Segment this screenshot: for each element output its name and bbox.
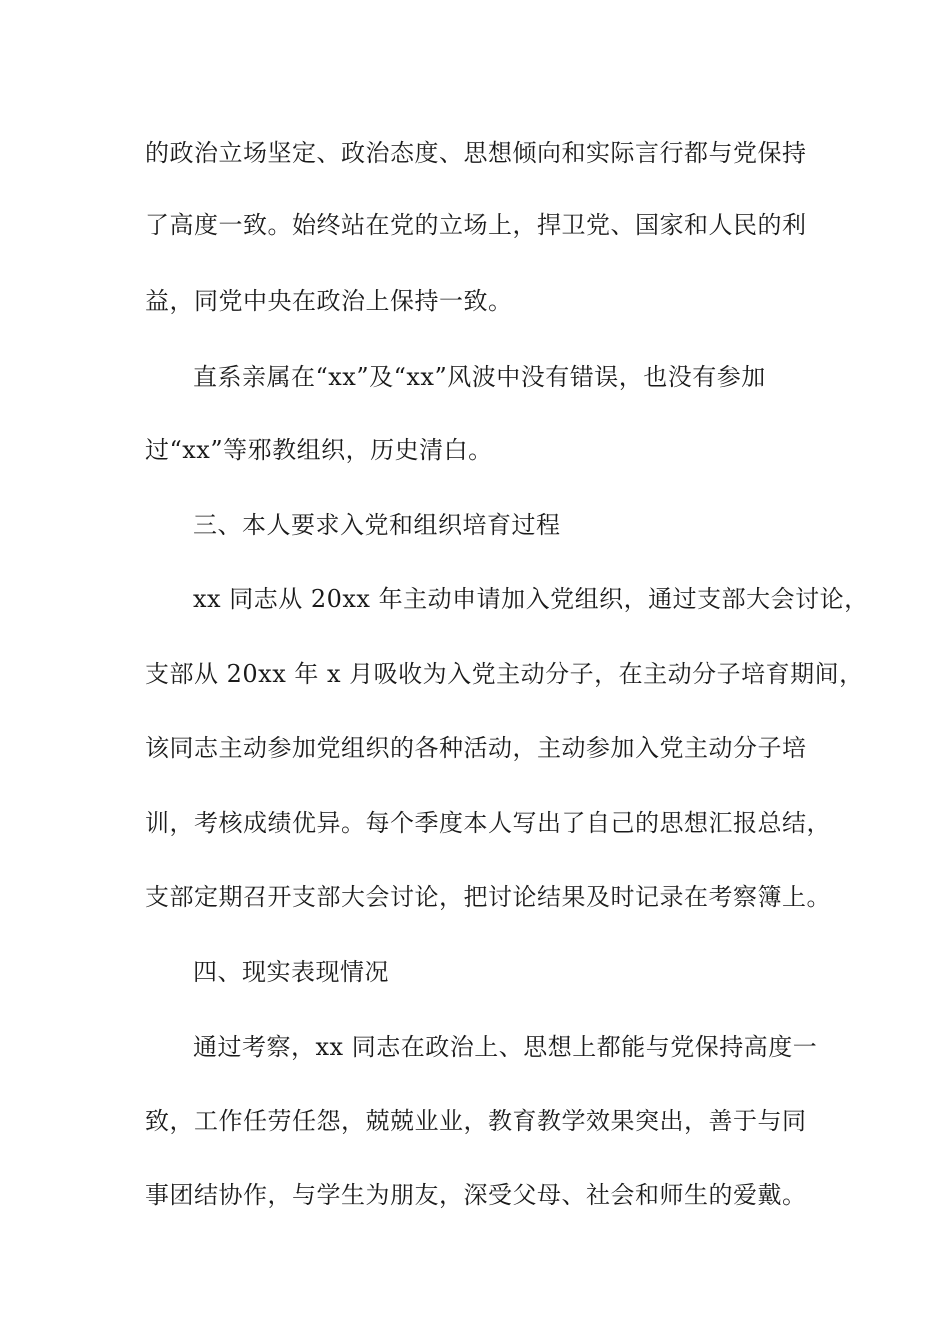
paragraph-line: 训，考核成绩优异。每个季度本人写出了自己的思想汇报总结，	[145, 809, 831, 837]
paragraph-line: xx 同志从 20xx 年主动申请加入党组织，通过支部大会讨论，	[193, 585, 869, 613]
paragraph-line: 直系亲属在“xx”及“xx”风波中没有错误，也没有参加	[193, 363, 766, 391]
paragraph-line: 支部从 20xx 年 x 月吸收为入党主动分子，在主动分子培育期间，	[145, 660, 864, 688]
paragraph-line: 通过考察，xx 同志在政治上、思想上都能与党保持高度一	[193, 1033, 818, 1061]
section-heading: 三、本人要求入党和组织培育过程	[193, 511, 561, 539]
paragraph-line: 事团结协作，与学生为朋友，深受父母、社会和师生的爱戴。	[145, 1181, 807, 1209]
paragraph-line: 的政治立场坚定、政治态度、思想倾向和实际言行都与党保持	[145, 139, 807, 167]
paragraph-line: 致，工作任劳任怨，兢兢业业，教育教学效果突出，善于与同	[145, 1107, 807, 1135]
paragraph-line: 益，同党中央在政治上保持一致。	[145, 287, 513, 315]
paragraph-line: 了高度一致。始终站在党的立场上，捍卫党、国家和人民的利	[145, 211, 807, 239]
section-heading: 四、现实表现情况	[193, 958, 389, 986]
paragraph-line: 过“xx”等邪教组织，历史清白。	[145, 436, 493, 464]
paragraph-line: 该同志主动参加党组织的各种活动，主动参加入党主动分子培	[145, 734, 807, 762]
paragraph-line: 支部定期召开支部大会讨论，把讨论结果及时记录在考察簿上。	[145, 883, 831, 911]
